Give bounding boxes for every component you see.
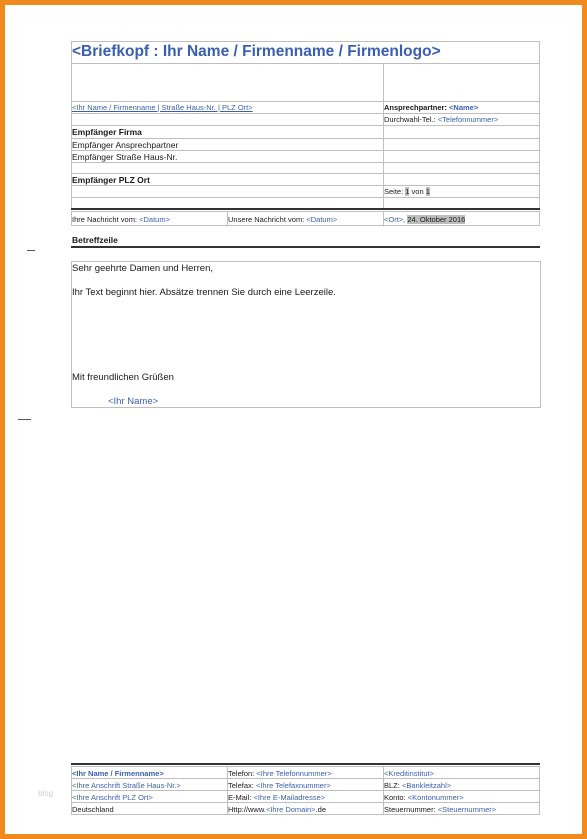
phone-label: Durchwahl-Tel.:	[384, 115, 436, 124]
table-rule	[71, 150, 540, 151]
closing: Mit freundlichen Grüßen	[72, 372, 174, 383]
footer-tax	[384, 805, 496, 814]
footer-country: Deutschland	[72, 805, 114, 814]
table-rule	[71, 211, 540, 212]
table-rule	[71, 63, 540, 64]
footer-email-value: <Ihre E-Mailadresse>	[253, 793, 326, 802]
signature: <Ihr Name>	[108, 396, 159, 407]
footer-rule	[71, 763, 540, 765]
recipient-city: Empfänger PLZ Ort	[72, 175, 150, 185]
table-rule	[71, 225, 540, 226]
our-message-date: <Datum>	[306, 215, 338, 224]
fold-mark	[27, 250, 35, 251]
page-number	[384, 187, 430, 196]
your-message-label: Ihre Nachricht vom:	[72, 215, 138, 224]
footer-fax-label: Telefax:	[228, 781, 254, 790]
contact-name: <Name>	[449, 103, 479, 112]
page-of: von	[411, 187, 424, 196]
table-rule	[71, 138, 540, 139]
page-total: 1	[425, 187, 430, 196]
your-message-date: <Datum>	[139, 215, 170, 224]
footer-company: <Ihr Name / Firmenname>	[72, 769, 164, 778]
salutation: Sehr geehrte Damen und Herren,	[72, 263, 213, 274]
footer-email	[228, 793, 325, 802]
our-message-label: Unsere Nachricht vom:	[228, 215, 305, 224]
table-rule	[71, 41, 540, 42]
footer-web-value: <Ihre Domain>	[265, 805, 316, 814]
punch-mark	[18, 419, 31, 420]
footer-account-label: Konto:	[384, 793, 406, 802]
table-rule	[71, 802, 540, 803]
table-rule	[71, 162, 540, 163]
contact-person	[384, 103, 478, 112]
table-rule	[71, 790, 540, 791]
place-date	[384, 215, 465, 224]
footer-bank: <Kreditinstitut>	[384, 769, 435, 778]
recipient-company: Empfänger Firma	[72, 127, 142, 137]
page-current: 1	[405, 187, 410, 196]
letter-body: Ihr Text beginnt hier. Absätze trennen Sie durch eine Leerzeile.	[72, 287, 336, 298]
table-rule	[71, 185, 540, 186]
sender-return-line: <Ihr Name / Firmenname | Straße Haus-Nr. | PLZ Ort>	[72, 103, 253, 112]
reference-rule	[71, 208, 540, 210]
table-border-right	[539, 211, 540, 225]
footer-city: <Ihre Anschrift PLZ Ort>	[72, 793, 153, 802]
table-rule	[71, 197, 540, 198]
subject-line: Betreffzeile	[72, 235, 118, 245]
footer-email-label: E-Mail:	[228, 793, 252, 802]
recipient-street: Empfänger Straße Haus-Nr.	[72, 152, 178, 162]
table-rule	[71, 101, 540, 102]
place: <Ort>,	[384, 215, 406, 224]
footer-web-suffix: .de	[315, 805, 326, 814]
table-rule	[71, 766, 540, 767]
page-label: Seite:	[384, 187, 404, 196]
table-rule	[71, 814, 540, 815]
letter-body-box	[71, 261, 541, 408]
footer-web	[228, 805, 326, 814]
contact-label: Ansprechpartner:	[384, 103, 447, 112]
table-rule	[71, 778, 540, 779]
phone-value: <Telefonnummer>	[437, 115, 499, 124]
footer-fax-value: <Ihre Telefaxnummer>	[255, 781, 331, 790]
recipient-contact: Empfänger Ansprechpartner	[72, 140, 179, 150]
footer-blz	[384, 781, 451, 790]
letterhead-title: <Briefkopf : Ihr Name / Firmenname / Firmenlogo>	[72, 43, 441, 60]
footer-fax	[228, 781, 331, 790]
letter-date: 24. Oktober 2016	[407, 215, 466, 224]
footer-phone	[228, 769, 332, 778]
footer-tax-value: <Steuernummer>	[437, 805, 497, 814]
footer-blz-label: BLZ:	[384, 781, 400, 790]
subject-rule	[71, 246, 540, 248]
watermark: blog	[38, 789, 54, 798]
table-rule	[71, 125, 540, 126]
table-rule	[71, 173, 540, 174]
contact-phone	[384, 115, 498, 124]
footer-account	[384, 793, 464, 802]
footer-blz-value: <Bankleitzahl>	[401, 781, 452, 790]
your-message-ref	[72, 215, 170, 224]
our-message-ref	[228, 215, 337, 224]
footer-street: <Ihre Anschrift Straße Haus-Nr.>	[72, 781, 181, 790]
table-rule	[71, 113, 540, 114]
footer-phone-value: <Ihre Telefonnummer>	[256, 769, 332, 778]
footer-tax-label: Steuernummer:	[384, 805, 436, 814]
footer-web-label: Http://www.	[228, 805, 266, 814]
footer-account-value: <Kontonummer>	[407, 793, 464, 802]
footer-phone-label: Telefon:	[228, 769, 255, 778]
